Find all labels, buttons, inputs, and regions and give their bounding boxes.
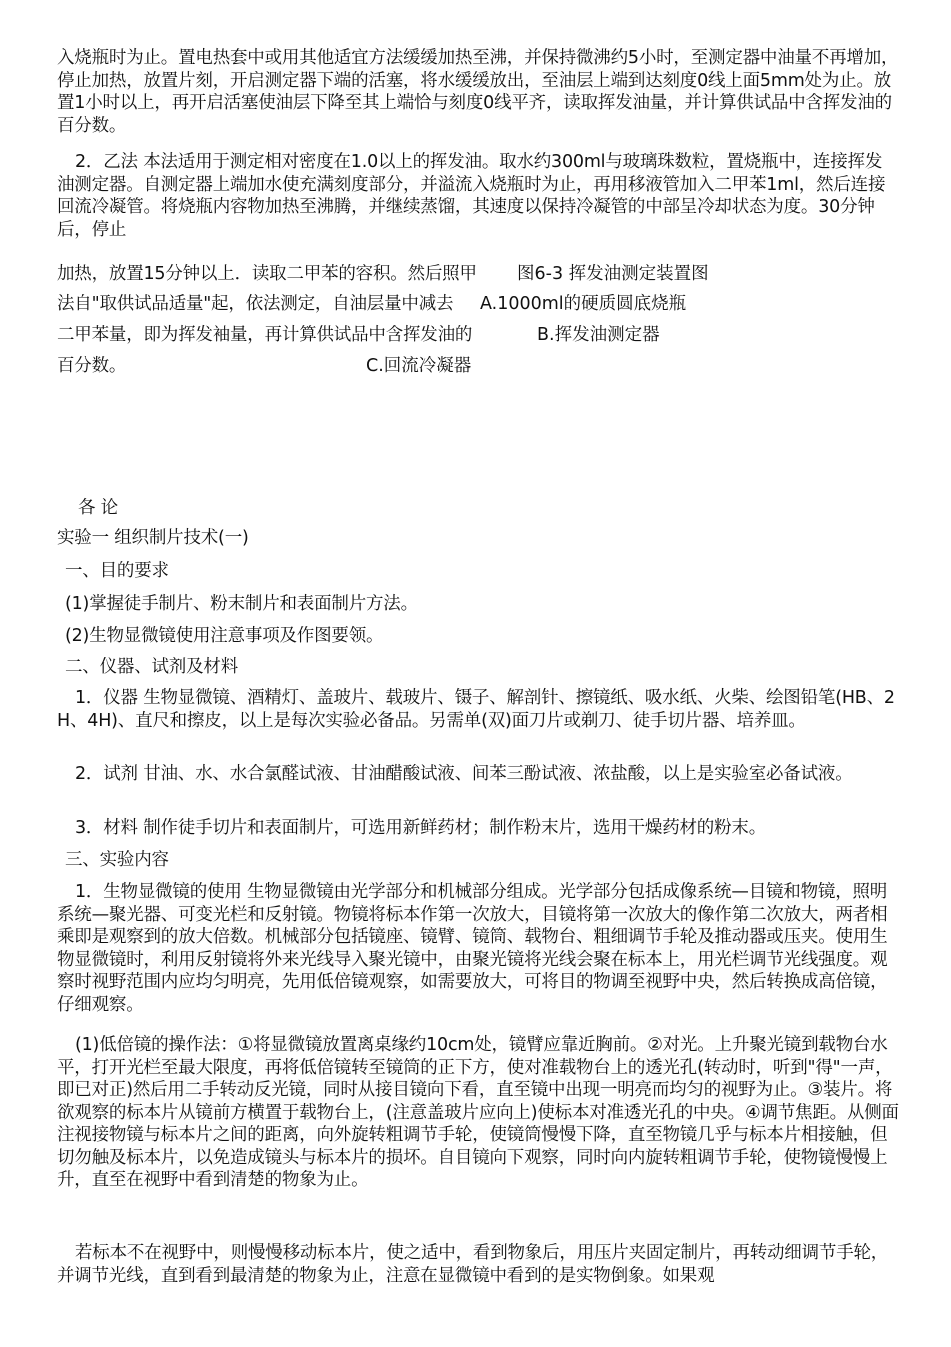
subheading: 二、仪器、试剂及材料 <box>65 657 238 677</box>
paragraph-continued: 入烧瓶时为止。置电热套中或用其他适宜方法缓缓加热至沸，并保持微沸约5小时，至测定器中油量不再增加，停止加热，放置片刻，开启测定器下端的活塞，将水缓缓放出，至油层上端到达刻度0线上面5mm处为止。放置1小时以上，再开启活塞使油层下降至其上端恰与刻度0线平齐，读取挥发油量，并计算供试品中含挥发油的百分数。 <box>57 48 899 136</box>
paragraph-method-b: 2．乙法 本法适用于测定相对密度在1.0以上的挥发油。取水约300ml与玻璃珠数粒，置烧瓶中，连接挥发油测定器。自测定器上端加水使充满刻度部分，并溢流入烧瓶时为止，再用移液管加入二甲苯1ml，然后连接回流冷凝管。将烧瓶内容物加热至沸腾，并继续蒸馏，其速度以保持冷凝管的中部呈冷却状态为度。30分钟后，停止 <box>57 152 886 240</box>
list-item: (2)生物显微镜使用注意事项及作图要领。 <box>65 626 384 646</box>
figure-legend-b: B.挥发油测定器 <box>537 325 660 345</box>
paragraph-low-power: (1)低倍镜的操作法：①将显微镜放置离桌缘约10cm处，镜臂应靠近胸前。②对光。上升聚光镜到载物台水平，打开光栏至最大限度，再将低倍镜转至镜筒的正下方，使对准载物台上的透光孔(转动时，听到"得"一声，即已对正)然后用二手转动反光镜，同时从接目镜向下看，直至镜中出现一明亮而均匀的视野为止。③装片。将欲观察的标本片从镜前方横置于载物台上，(注意盖玻片应向上)使标本对准透光孔的中央。④调节焦距。从侧面注视接物镜与标本片之间的距离，向外旋转粗调节手轮，使镜筒慢慢下降，直至物镜几乎与标本片相接触，但切勿触及标本片，以免造成镜头与标本片的损坏。自目镜向下观察，同时向内旋转粗调节手轮，使物镜慢慢上升，直至在视野中看到清楚的物象为止。 <box>57 1035 899 1190</box>
paragraph-instruments: 1．仪器 生物显微镜、酒精灯、盖玻片、载玻片、镊子、解剖针、擦镜纸、吸水纸、火柴、绘图铅笔(HB、2H、4H)、直尺和擦皮，以上是每次实验必备品。另需单(双)面刀片或剃刀、徒手切片器、培养皿。 <box>57 688 895 731</box>
section-heading: 各 论 <box>78 498 118 518</box>
subheading: 三、实验内容 <box>65 850 169 870</box>
figure-legend-c: C.回流冷凝器 <box>366 356 472 376</box>
paragraph-reagents: 2．试剂 甘油、水、水合氯醛试液、甘油醋酸试液、间苯三酚试液、浓盐酸，以上是实验室必备试液。 <box>75 764 853 784</box>
experiment-title: 实验一 组织制片技术(一) <box>57 528 249 548</box>
text-line: 百分数。 <box>57 356 127 376</box>
text-line: 加热，放置15分钟以上．读取二甲苯的容积。然后照甲 <box>57 264 477 284</box>
text-line: 法自"取供试品适量"起，依法测定，自油层量中减去 <box>57 294 454 314</box>
figure-legend-a: A.1000ml的硬质圆底烧瓶 <box>480 294 687 314</box>
figure-caption: 图6-3 挥发油测定装置图 <box>517 264 709 284</box>
subheading: 一、目的要求 <box>65 561 169 581</box>
paragraph-materials: 3．材料 制作徒手切片和表面制片，可选用新鲜药材；制作粉末片，选用干燥药材的粉末。 <box>75 818 766 838</box>
list-item: (1)掌握徒手制片、粉末制片和表面制片方法。 <box>65 594 418 614</box>
paragraph-microscope: 1．生物显微镜的使用 生物显微镜由光学部分和机械部分组成。光学部分包括成像系统—目镜和物镜，照明系统—聚光器、可变光栏和反射镜。物镜将标本作第一次放大，目镜将第一次放大的像作第二次放大，两者相乘即是观察到的放大倍数。机械部分包括镜座、镜臂、镜筒、载物台、粗细调节手轮及推动器或压夹。使用生物显微镜时，利用反射镜将外来光线导入聚光镜中，由聚光镜将光线会聚在标本上，用光栏调节光线强度。观察时视野范围内应均匀明亮，先用低倍镜观察，如需要放大，可将目的物调至视野中央，然后转换成高倍镜，仔细观察。 <box>57 882 888 1015</box>
text-line: 二甲苯量，即为挥发袖量，再计算供试品中含挥发油的 <box>57 325 473 345</box>
paragraph-specimen: 若标本不在视野中，则慢慢移动标本片，使之适中，看到物象后，用压片夹固定制片，再转动细调节手轮，并调节光线，直到看到最清楚的物象为止，注意在显微镜中看到的是实物倒象。如果观 <box>57 1243 889 1286</box>
